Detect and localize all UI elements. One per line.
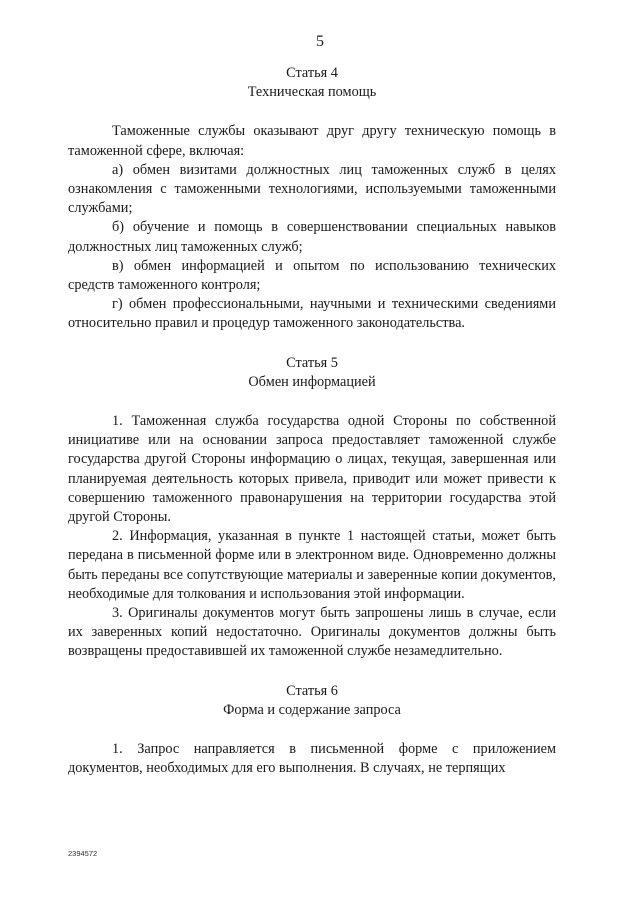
article-body [68,412,556,662]
document-body [68,64,556,779]
article-heading [68,682,556,720]
article-body [68,740,556,778]
article-number: Статья 4 [286,65,338,81]
paragraph: а) обмен визитами должностных лиц таможенных служб в целях ознакомления с таможенными технологиями, используемыми таможенными службами; [68,161,556,217]
paragraph: 1. Запрос направляется в письменной форме с приложением документов, необходимых для его выполнения. В случаях, не терпящих [68,741,556,777]
page-number: 5 [316,33,324,50]
article-number: Статья 6 [286,682,338,699]
document-id: 2394572 [68,849,98,858]
paragraph: б) обучение и помощь в совершенствовании специальных навыков должностных лиц таможенных служб; [68,219,556,255]
article-number: Статья 5 [286,354,338,371]
article-title: Техническая помощь [247,84,377,101]
article-6 [68,682,556,779]
paragraph: 2. Информация, указанная в пункте 1 настоящей статьи, может быть передана в письменной форме или в электронном виде. Одновременно должны быть переданы все сопутствующие материалы и заверенные копии документов, необходимые для толкования и использования этой информации. [68,528,556,602]
article-body [68,122,556,333]
paragraph: в) обмен информацией и опытом по использованию технических средств таможенного контроля; [68,257,556,294]
paragraph: Таможенные службы оказывают друг другу техническую помощь в таможенной сфере, включая: [68,123,556,159]
article-heading [68,354,556,392]
paragraph: 3. Оригиналы документов могут быть запрошены лишь в случае, если их заверенных копий недостаточно. Оригиналы документов должны быть возвращены предоставившей их таможенной службе незамедлительно. [68,605,556,660]
article-title: Обмен информацией [248,373,376,390]
article-4 [68,64,556,334]
article-title: Форма и содержание запроса [223,701,401,718]
article-heading [68,64,556,102]
article-5 [68,354,556,662]
paragraph: 1. Таможенная служба государства одной Стороны по собственной инициативе или на основании запроса предоставляет таможенной службе государства другой Стороны информацию о лицах, текущая, завершенная или планируемая деятельность которых привела, приводит или может привести к совершению таможенного правонарушения на территории государства этой другой Стороны. [68,413,556,526]
paragraph: г) обмен профессиональными, научными и техническими сведениями относительно правил и процедур таможенного законодательства. [68,296,556,332]
